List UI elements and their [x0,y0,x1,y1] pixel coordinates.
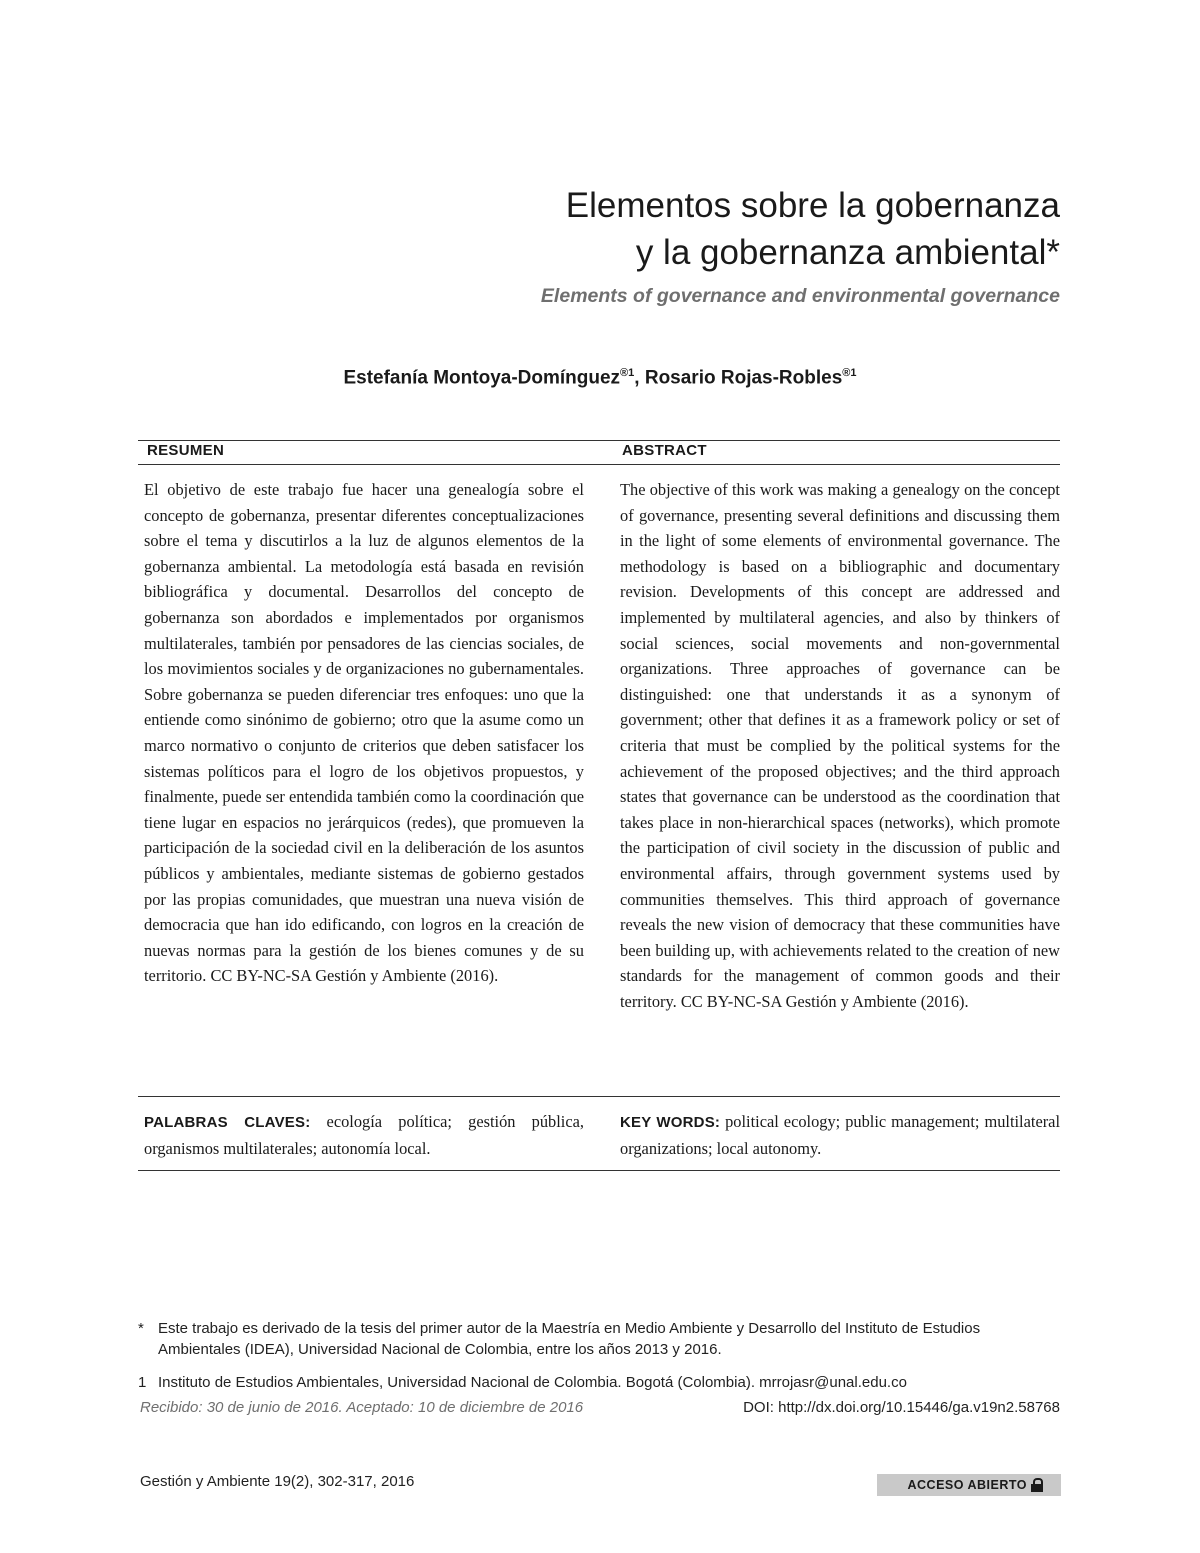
rule-top [138,440,1060,441]
abstract-keywords-text: political ecology; public management; multilateral organizations; local autonomy. [620,1112,1060,1158]
author-2: Rosario Rojas-Robles [644,367,843,389]
footnote-1-mark: * [138,1320,144,1337]
lock-icon [1031,1478,1043,1492]
author-1: Estefanía Montoya-Domínguez [343,367,621,389]
author-1-affiliation: ®1 [620,367,635,379]
footnote-1 [138,1319,1060,1360]
resumen-keywords [144,1109,584,1161]
title-block [566,182,1060,276]
footnote-1-text: Este trabajo es derivado de la tesis del primer autor de la Maestría en Medio Ambiente y Desarrollo del Instituto de Estudios Ambientales (IDEA), Universidad Nacional de Colombia, entre los años 2013 y 2016. [158,1320,981,1358]
abstract-heading: ABSTRACT [622,442,707,459]
authors-line [0,367,1200,389]
rule-bottom [138,1170,1060,1171]
title-line-2: y la gobernanza ambiental [635,233,1047,272]
open-access-badge [877,1474,1061,1496]
author-separator: , [634,367,645,389]
rule-heading [138,464,1060,465]
title-footnote-mark: * [1046,233,1060,272]
resumen-heading: RESUMEN [147,442,225,459]
article-subtitle: Elements of governance and environmental governance [540,285,1060,307]
footnote-2 [138,1373,1060,1394]
author-2-affiliation: ®1 [842,367,857,379]
footnote-2-text: Instituto de Estudios Ambientales, Universidad Nacional de Colombia. Bogotá (Colombia). mrrojasr@unal.edu.co [158,1374,907,1391]
title-line-1: Elementos sobre la gobernanza [565,186,1060,225]
resumen-keywords-label: PALABRAS CLAVES: [144,1114,311,1131]
journal-citation: Gestión y Ambiente 19(2), 302-317, 2016 [140,1473,415,1490]
resumen-body: El objetivo de este trabajo fue hacer una genealogía sobre el concepto de gobernanza, presentar diferentes conceptualizaciones sobre el tema y discutirlos a la luz de algunos elementos de la gobernanza ambiental. La metodología está basada en revisión bibliográfica y documental. Desarrollos del concepto de gobernanza son abordados e implementados por organismos multilaterales, también por pensadores de las ciencias sociales, de los movimientos sociales y de organizaciones no gubernamentales. Sobre gobernanza se pueden diferenciar tres enfoques: uno que la entiende como sinónimo de gobierno; otro que la asume como un marco normativo o conjunto de criterios que deben satisfacer los sistemas políticos para el logro de los objetivos propuestos, y finalmente, puede ser entendida también como la coordinación que tiene lugar en espacios no jerárquicos (redes), que promueven la participación de la sociedad civil en la deliberación de los asuntos públicos y ambientales, mediante sistemas de gobierno gestados por las propias comunidades, que muestran una nueva visión de democracia que han ido edificando, con logros en la creación de nuevas normas para la gestión de los bienes comunes y de su territorio. CC BY-NC-SA Gestión y Ambiente (2016). [144,480,584,986]
footnote-2-mark: 1 [138,1374,147,1391]
received-accepted-dates: Recibido: 30 de junio de 2016. Aceptado: 10 de diciembre de 2016 [140,1399,584,1416]
resumen-keywords-text: ecología política; gestión pública, organismos multilaterales; autonomía local. [144,1112,584,1158]
abstract-keywords [620,1109,1060,1161]
article-title [566,182,1060,276]
rule-keywords [138,1096,1060,1097]
open-access-label: ACCESO ABIERTO [907,1478,1027,1492]
abstract-keywords-label: KEY WORDS: [620,1114,721,1131]
doi-link[interactable]: DOI: http://dx.doi.org/10.15446/ga.v19n2.58768 [743,1399,1060,1416]
abstract-body: The objective of this work was making a genealogy on the concept of governance, presenting several definitions and discussing them in the light of some elements of environmental governance. The methodology is based on a bibliographic and documentary revision. Developments of this concept are addressed and implemented by multilateral agencies, and also by thinkers of social sciences, social movements and non-governmental organizations. Three approaches of governance can be distinguished: one that understands it as a synonym of government; other that defines it as a framework policy or set of criteria that must be complied by the political systems for the achievement of the proposed objectives; and the third approach states that governance can be understood as the coordination that takes place in non-hierarchical spaces (networks), which promote the participation of civil society in the discussion of public and environmental affairs, through government systems used by communities themselves. This third approach of governance reveals the new vision of democracy that these communities have been building up, with achievements related to the creation of new standards for the management of common goods and their territory. CC BY-NC-SA Gestión y Ambiente (2016). [620,480,1060,1011]
